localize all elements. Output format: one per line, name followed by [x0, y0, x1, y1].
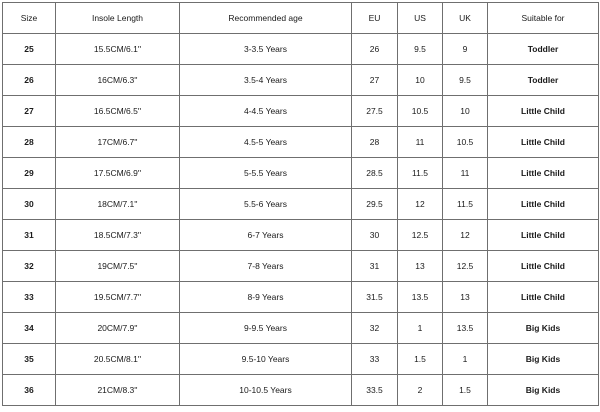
cell-recommended-age: 5.5-6 Years [180, 189, 352, 220]
table-row [3, 189, 599, 220]
header-uk: UK [443, 3, 488, 34]
table-row [3, 251, 599, 282]
cell-eu: 29.5 [352, 189, 398, 220]
cell-recommended-age: 10-10.5 Years [180, 375, 352, 406]
cell-us: 10.5 [398, 96, 443, 127]
cell-eu: 31 [352, 251, 398, 282]
cell-size: 25 [3, 34, 56, 65]
cell-eu: 30 [352, 220, 398, 251]
table-row [3, 65, 599, 96]
cell-size: 30 [3, 189, 56, 220]
cell-recommended-age: 4.5-5 Years [180, 127, 352, 158]
cell-suitable-for: Little Child [488, 189, 599, 220]
cell-size: 26 [3, 65, 56, 96]
cell-eu: 31.5 [352, 282, 398, 313]
cell-us: 13.5 [398, 282, 443, 313]
cell-insole-length: 20CM/7.9'' [56, 313, 180, 344]
cell-uk: 1.5 [443, 375, 488, 406]
cell-uk: 10.5 [443, 127, 488, 158]
cell-us: 2 [398, 375, 443, 406]
cell-recommended-age: 3-3.5 Years [180, 34, 352, 65]
table-row [3, 282, 599, 313]
cell-uk: 1 [443, 344, 488, 375]
table-row [3, 220, 599, 251]
cell-recommended-age: 3.5-4 Years [180, 65, 352, 96]
cell-size: 29 [3, 158, 56, 189]
cell-us: 12 [398, 189, 443, 220]
cell-recommended-age: 9-9.5 Years [180, 313, 352, 344]
cell-size: 33 [3, 282, 56, 313]
cell-size: 28 [3, 127, 56, 158]
cell-insole-length: 16.5CM/6.5'' [56, 96, 180, 127]
cell-recommended-age: 8-9 Years [180, 282, 352, 313]
cell-size: 35 [3, 344, 56, 375]
header-suitable-for: Suitable for [488, 3, 599, 34]
table-body [3, 34, 599, 406]
header-size: Size [3, 3, 56, 34]
cell-suitable-for: Toddler [488, 34, 599, 65]
cell-insole-length: 20.5CM/8.1'' [56, 344, 180, 375]
cell-uk: 13.5 [443, 313, 488, 344]
cell-eu: 26 [352, 34, 398, 65]
cell-recommended-age: 5-5.5 Years [180, 158, 352, 189]
cell-uk: 9.5 [443, 65, 488, 96]
header-row [3, 3, 599, 34]
header-us: US [398, 3, 443, 34]
table-row [3, 158, 599, 189]
cell-us: 1 [398, 313, 443, 344]
cell-uk: 12.5 [443, 251, 488, 282]
cell-uk: 10 [443, 96, 488, 127]
cell-eu: 33 [352, 344, 398, 375]
cell-insole-length: 19CM/7.5'' [56, 251, 180, 282]
cell-eu: 27 [352, 65, 398, 96]
cell-size: 32 [3, 251, 56, 282]
cell-suitable-for: Toddler [488, 65, 599, 96]
cell-insole-length: 17.5CM/6.9'' [56, 158, 180, 189]
cell-suitable-for: Big Kids [488, 313, 599, 344]
cell-us: 12.5 [398, 220, 443, 251]
cell-suitable-for: Big Kids [488, 344, 599, 375]
cell-recommended-age: 9.5-10 Years [180, 344, 352, 375]
cell-suitable-for: Little Child [488, 96, 599, 127]
cell-insole-length: 21CM/8.3'' [56, 375, 180, 406]
cell-uk: 9 [443, 34, 488, 65]
table-row [3, 344, 599, 375]
cell-uk: 12 [443, 220, 488, 251]
cell-insole-length: 19.5CM/7.7'' [56, 282, 180, 313]
cell-uk: 13 [443, 282, 488, 313]
cell-suitable-for: Little Child [488, 158, 599, 189]
cell-us: 13 [398, 251, 443, 282]
cell-size: 34 [3, 313, 56, 344]
cell-eu: 28 [352, 127, 398, 158]
table-row [3, 313, 599, 344]
cell-uk: 11 [443, 158, 488, 189]
cell-uk: 11.5 [443, 189, 488, 220]
cell-eu: 27.5 [352, 96, 398, 127]
cell-insole-length: 15.5CM/6.1'' [56, 34, 180, 65]
header-insole-length: Insole Length [56, 3, 180, 34]
cell-size: 36 [3, 375, 56, 406]
cell-eu: 28.5 [352, 158, 398, 189]
size-chart-table [2, 2, 599, 406]
cell-insole-length: 16CM/6.3'' [56, 65, 180, 96]
cell-suitable-for: Little Child [488, 220, 599, 251]
cell-insole-length: 17CM/6.7'' [56, 127, 180, 158]
cell-us: 1.5 [398, 344, 443, 375]
cell-us: 10 [398, 65, 443, 96]
header-recommended-age: Recommended age [180, 3, 352, 34]
cell-us: 9.5 [398, 34, 443, 65]
cell-suitable-for: Little Child [488, 127, 599, 158]
cell-size: 31 [3, 220, 56, 251]
cell-us: 11.5 [398, 158, 443, 189]
cell-us: 11 [398, 127, 443, 158]
table-row [3, 375, 599, 406]
cell-size: 27 [3, 96, 56, 127]
table-row [3, 34, 599, 65]
cell-insole-length: 18CM/7.1'' [56, 189, 180, 220]
cell-suitable-for: Little Child [488, 282, 599, 313]
cell-suitable-for: Big Kids [488, 375, 599, 406]
cell-eu: 32 [352, 313, 398, 344]
table-row [3, 96, 599, 127]
cell-recommended-age: 4-4.5 Years [180, 96, 352, 127]
cell-eu: 33.5 [352, 375, 398, 406]
table-header [3, 3, 599, 34]
header-eu: EU [352, 3, 398, 34]
cell-recommended-age: 7-8 Years [180, 251, 352, 282]
cell-suitable-for: Little Child [488, 251, 599, 282]
table-row [3, 127, 599, 158]
cell-insole-length: 18.5CM/7.3'' [56, 220, 180, 251]
cell-recommended-age: 6-7 Years [180, 220, 352, 251]
